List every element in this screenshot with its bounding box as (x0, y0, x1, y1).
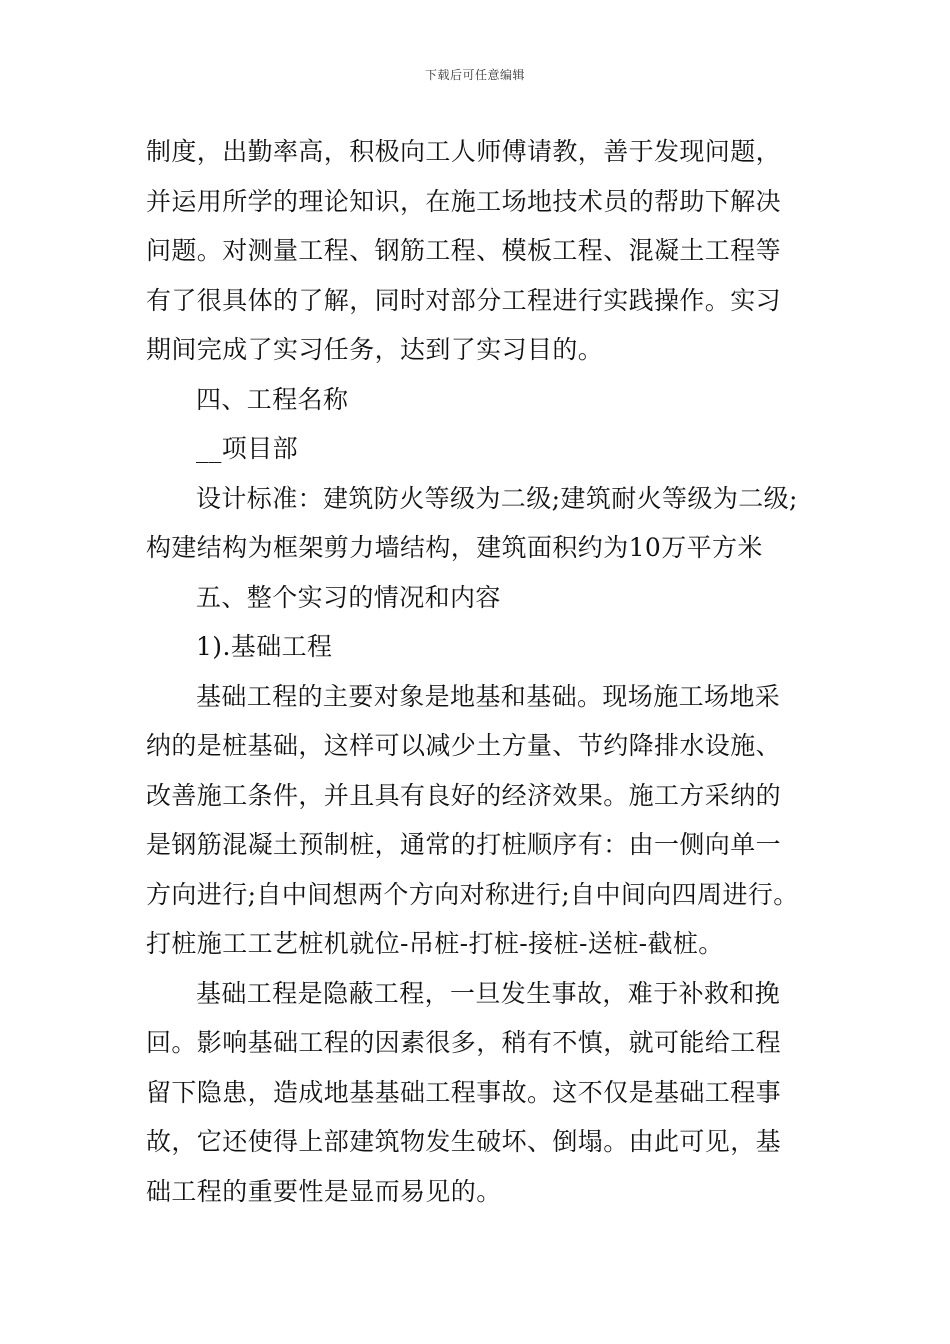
text-line: 基础工程的主要对象是地基和基础。现场施工场地采 (196, 681, 781, 711)
document-body (146, 127, 836, 1216)
text-line: 并运用所学的理论知识，在施工场地技术员的帮助下解决 (146, 186, 782, 216)
text-line: 方向进行;自中间想两个方向对称进行;自中间向四周进行。 (146, 879, 799, 909)
text-line: 四、工程名称 (196, 384, 349, 414)
text-line: 纳的是桩基础，这样可以减少土方量、节约降排水设施、 (146, 731, 782, 760)
text-line: 故，它还使得上部建筑物发生破坏、倒塌。由此可见，基 (146, 1127, 782, 1156)
text-line: 留下隐患，造成地基基础工程事故。这不仅是基础工程事 (146, 1077, 782, 1107)
text-line: 是钢筋混凝土预制桩，通常的打桩顺序有：由一侧向单一 (146, 830, 782, 859)
text-line: 回。影响基础工程的因素很多，稍有不慎，就可能给工程 (146, 1028, 782, 1057)
text-line: 基础工程是隐蔽工程，一旦发生事故，难于补救和挽 (196, 978, 781, 1008)
text-line: 有了很具体的了解，同时对部分工程进行实践操作。实习 (146, 285, 782, 315)
text-line: 五、整个实习的情况和内容 (196, 582, 501, 612)
page-header: 下载后可任意编辑 (424, 68, 525, 82)
text-line: 础工程的重要性是显而易见的。 (146, 1176, 502, 1206)
text-line: 期间完成了实习任务，达到了实习目的。 (146, 335, 604, 364)
text-line: 设计标准：建筑防火等级为二级;建筑耐火等级为二级; (196, 483, 798, 513)
text-line: 制度，出勤率高，积极向工人师傅请教，善于发现问题， (146, 137, 782, 166)
text-line: 1).基础工程 (196, 632, 333, 661)
text-line: 改善施工条件，并且具有良好的经济效果。施工方采纳的 (146, 780, 782, 810)
text-line: 打桩施工工艺桩机就位-吊桩-打桩-接桩-送桩-截桩。 (146, 929, 724, 958)
text-line: __项目部 (196, 434, 299, 463)
text-line: 构建结构为框架剪力墙结构，建筑面积约为10万平方米 (146, 533, 763, 562)
text-line: 问题。对测量工程、钢筋工程、模板工程、混凝土工程等 (146, 236, 782, 265)
